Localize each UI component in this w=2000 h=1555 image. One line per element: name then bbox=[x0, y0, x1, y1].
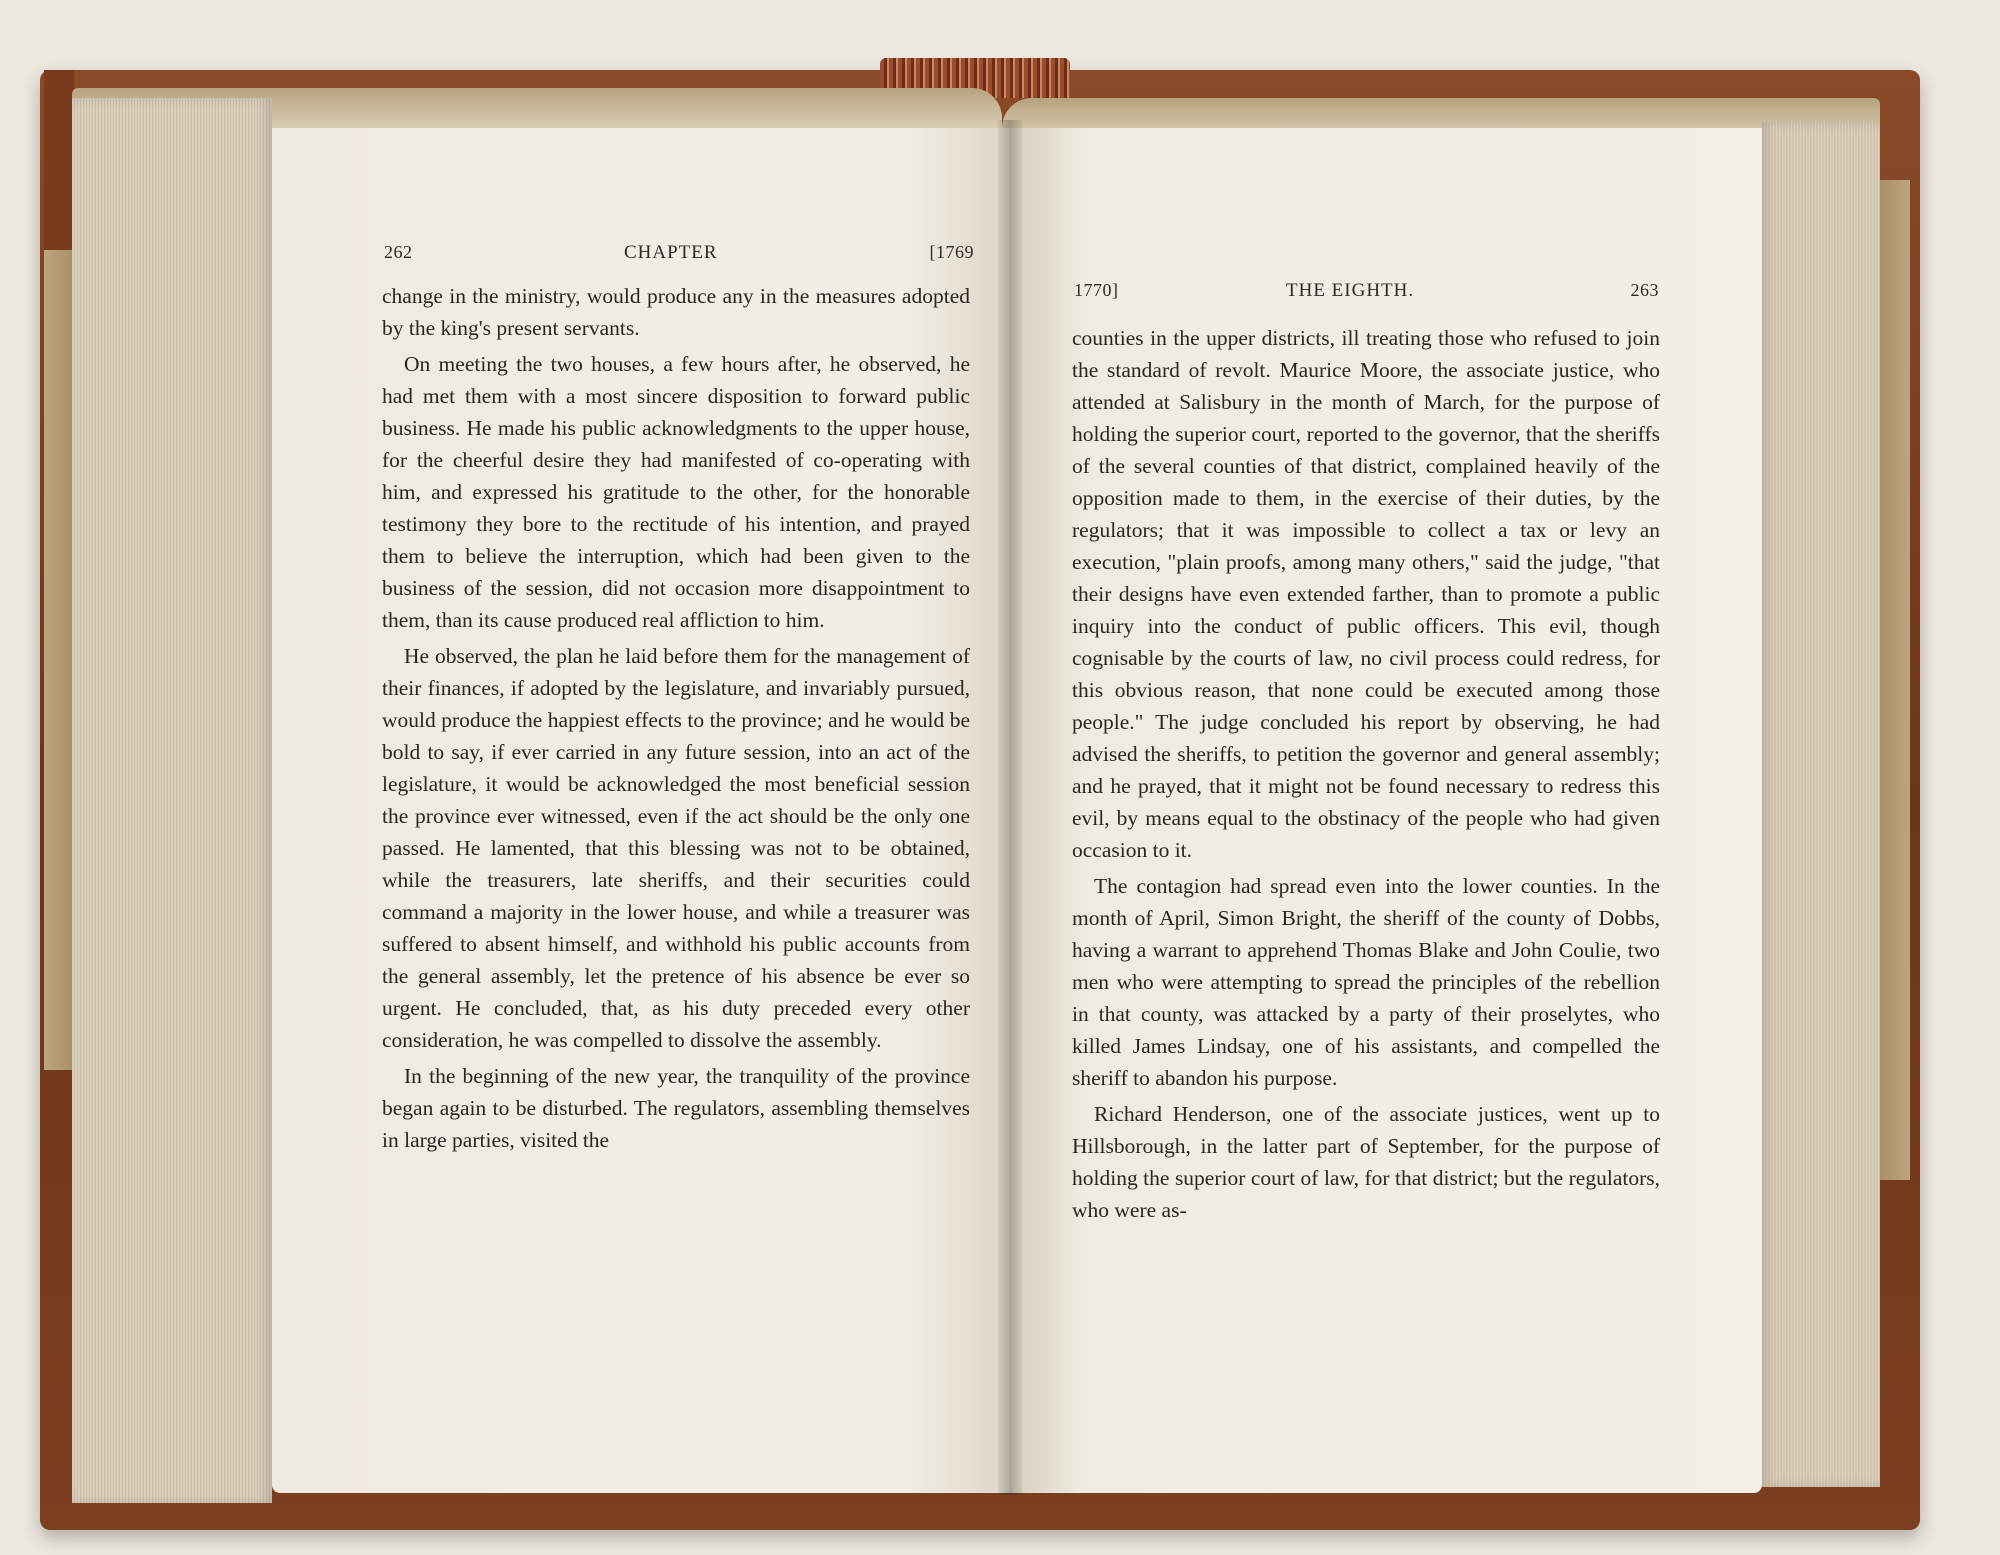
left-running-head bbox=[384, 242, 974, 268]
paragraph: Richard Henderson, one of the associate justices, went up to Hillsborough, in the latter part of September, for the purpose of holding the superior court of law, for that district; but the regulators, who were as- bbox=[1072, 1102, 1660, 1222]
cover-cloth-right bbox=[1880, 180, 1910, 1180]
paragraph: In the beginning of the new year, the tranquility of the province began again to be disturbed. The regulators, assembling themselves in large parties, visited the bbox=[382, 1064, 970, 1152]
page-edges-right bbox=[1762, 122, 1880, 1487]
cover-cloth-left bbox=[44, 250, 74, 1070]
paragraph: The contagion had spread even into the lower counties. In the month of April, Simon Bright, the sheriff of the county of Dobbs, having a warrant to apprehend Thomas Blake and John Coulie, two men who were attempting to spread the principles of the rebellion in that county, was attacked by a party of their proselytes, who killed James Lindsay, one of his assistants, and compelled the sheriff to abandon his purpose. bbox=[1072, 874, 1660, 1090]
right-page-number: 263 bbox=[1630, 280, 1659, 300]
cover-corner-left bbox=[44, 70, 74, 250]
right-page-text bbox=[1072, 322, 1660, 1226]
right-running-year: 1770] bbox=[1074, 280, 1119, 300]
page-edges-left bbox=[72, 98, 272, 1503]
right-running-title: THE EIGHTH. bbox=[1286, 280, 1415, 301]
paragraph: On meeting the two houses, a few hours after, he observed, he had met them with a most sincere disposition to forward public business. He made his public acknowledgments to the upper house, for the cheerful desire they had manifested of co-operating with him, and expressed his gratitude to the other, for the honorable testimony they bore to the rectitude of his intention, and prayed them to believe the interruption, which had been given to the business of the session, did not occasion more disappointment to them, than its cause produced real affliction to him. bbox=[382, 352, 970, 632]
book-gutter bbox=[998, 120, 1022, 1495]
left-running-title: CHAPTER bbox=[624, 242, 718, 263]
right-running-head bbox=[1074, 280, 1659, 306]
paragraph: He observed, the plan he laid before them for the management of their finances, if adopted by the legislature, and invariably pursued, would produce the happiest effects to the province; and he would be bold to say, if ever carried in any future session, into an act of the legislature, it would be acknowledged the most beneficial session the province ever witnessed, even if the act should be the only one passed. He lamented, that this blessing was not to be obtained, while the treasurers, late sheriffs, and their securities could command a majority in the lower house, and while a treasurer was suffered to absent himself, and withhold his public accounts from the general assembly, let the pretence of his absence be ever so urgent. He concluded, that, as his duty preceded every other consideration, he was compelled to dissolve the assembly. bbox=[382, 644, 970, 1052]
paragraph: counties in the upper districts, ill treating those who refused to join the standard of revolt. Maurice Moore, the associate justice, who attended at Salisbury in the month of March, for the purpose of holding the superior court, reported to the governor, that the sheriffs of the several counties of that district, complained heavily of the opposition made to them, in the exercise of their duties, by the regulators; that it was impossible to collect a tax or levy an execution, "plain proofs, among many others," said the judge, "that their designs have even extended farther, than to promote a public inquiry into the conduct of public officers. This evil, though cognisable by the courts of law, no civil process could redress, for this obvious reason, that none could be executed among those people." The judge concluded his report by observing, he had advised the sheriffs, to petition the governor and general assembly; and he prayed, that it might not be found necessary to redress this evil, by means equal to the obstinacy of the people who had given occasion to it. bbox=[1072, 326, 1660, 862]
paragraph: change in the ministry, would produce any in the measures adopted by the king's present servants. bbox=[382, 284, 970, 340]
left-page-number: 262 bbox=[384, 242, 413, 262]
left-page-text bbox=[382, 280, 970, 1156]
left-running-year: [1769 bbox=[929, 242, 974, 262]
